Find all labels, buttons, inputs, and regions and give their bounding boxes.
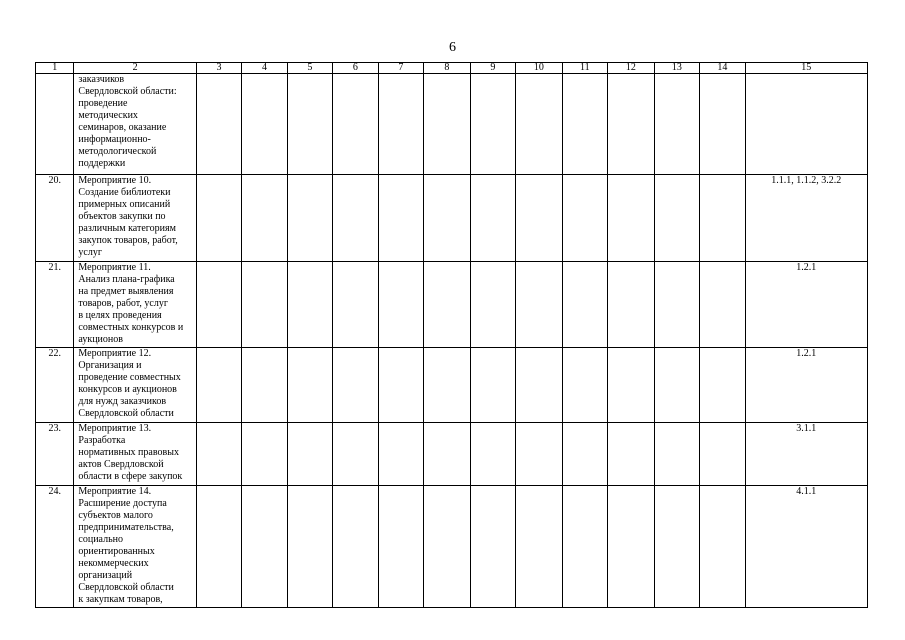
activity-description: Мероприятие 14. Расширение доступа субъектов малого предпринимательства, социально ориентированных некоммерческих организаций Свердловской области к закупкам товаров, xyxy=(74,486,196,608)
activity-description: Мероприятие 11. Анализ плана-графика на предмет выявления товаров, работ, услуг в целях проведения совместных конкурсов и аукционов xyxy=(74,262,196,348)
table-row xyxy=(36,262,868,348)
target-indicator-ref: 3.1.1 xyxy=(745,423,867,486)
row-number xyxy=(36,74,74,175)
activity-description: Мероприятие 12. Организация и проведение совместных конкурсов и аукционов для нужд заказчиков Свердловской области xyxy=(74,348,196,423)
target-indicator-ref xyxy=(745,74,867,175)
page-number: 6 xyxy=(449,40,456,55)
plan-table xyxy=(35,62,868,608)
activity-description: заказчиков Свердловской области: проведение методических семинаров, оказание информационно- методологической поддержки xyxy=(74,74,196,175)
table-row xyxy=(36,74,868,175)
table-row xyxy=(36,423,868,486)
column-header: 3 xyxy=(196,63,241,74)
activity-description: Мероприятие 13. Разработка нормативных правовых актов Свердловской области в сфере закупок xyxy=(74,423,196,486)
column-header: 15 xyxy=(745,63,867,74)
row-number: 22. xyxy=(36,348,74,423)
row-number: 24. xyxy=(36,486,74,608)
row-number: 23. xyxy=(36,423,74,486)
column-header: 9 xyxy=(470,63,515,74)
column-header: 8 xyxy=(424,63,471,74)
column-header: 7 xyxy=(378,63,423,74)
table-row xyxy=(36,348,868,423)
column-header: 6 xyxy=(333,63,378,74)
column-header: 10 xyxy=(516,63,563,74)
column-header: 13 xyxy=(654,63,699,74)
row-number: 20. xyxy=(36,175,74,262)
table-row xyxy=(36,486,868,608)
column-header: 12 xyxy=(608,63,655,74)
target-indicator-ref: 4.1.1 xyxy=(745,486,867,608)
target-indicator-ref: 1.2.1 xyxy=(745,348,867,423)
column-header: 4 xyxy=(242,63,287,74)
column-header: 1 xyxy=(36,63,74,74)
column-header: 14 xyxy=(700,63,745,74)
table-row xyxy=(36,175,868,262)
column-header: 2 xyxy=(74,63,196,74)
column-header: 11 xyxy=(562,63,607,74)
target-indicator-ref: 1.1.1, 1.1.2, 3.2.2 xyxy=(745,175,867,262)
activity-description: Мероприятие 10. Создание библиотеки примерных описаний объектов закупки по различным категориям закупок товаров, работ, услуг xyxy=(74,175,196,262)
column-header: 5 xyxy=(287,63,332,74)
row-number: 21. xyxy=(36,262,74,348)
target-indicator-ref: 1.2.1 xyxy=(745,262,867,348)
column-numbers-row xyxy=(36,63,868,74)
